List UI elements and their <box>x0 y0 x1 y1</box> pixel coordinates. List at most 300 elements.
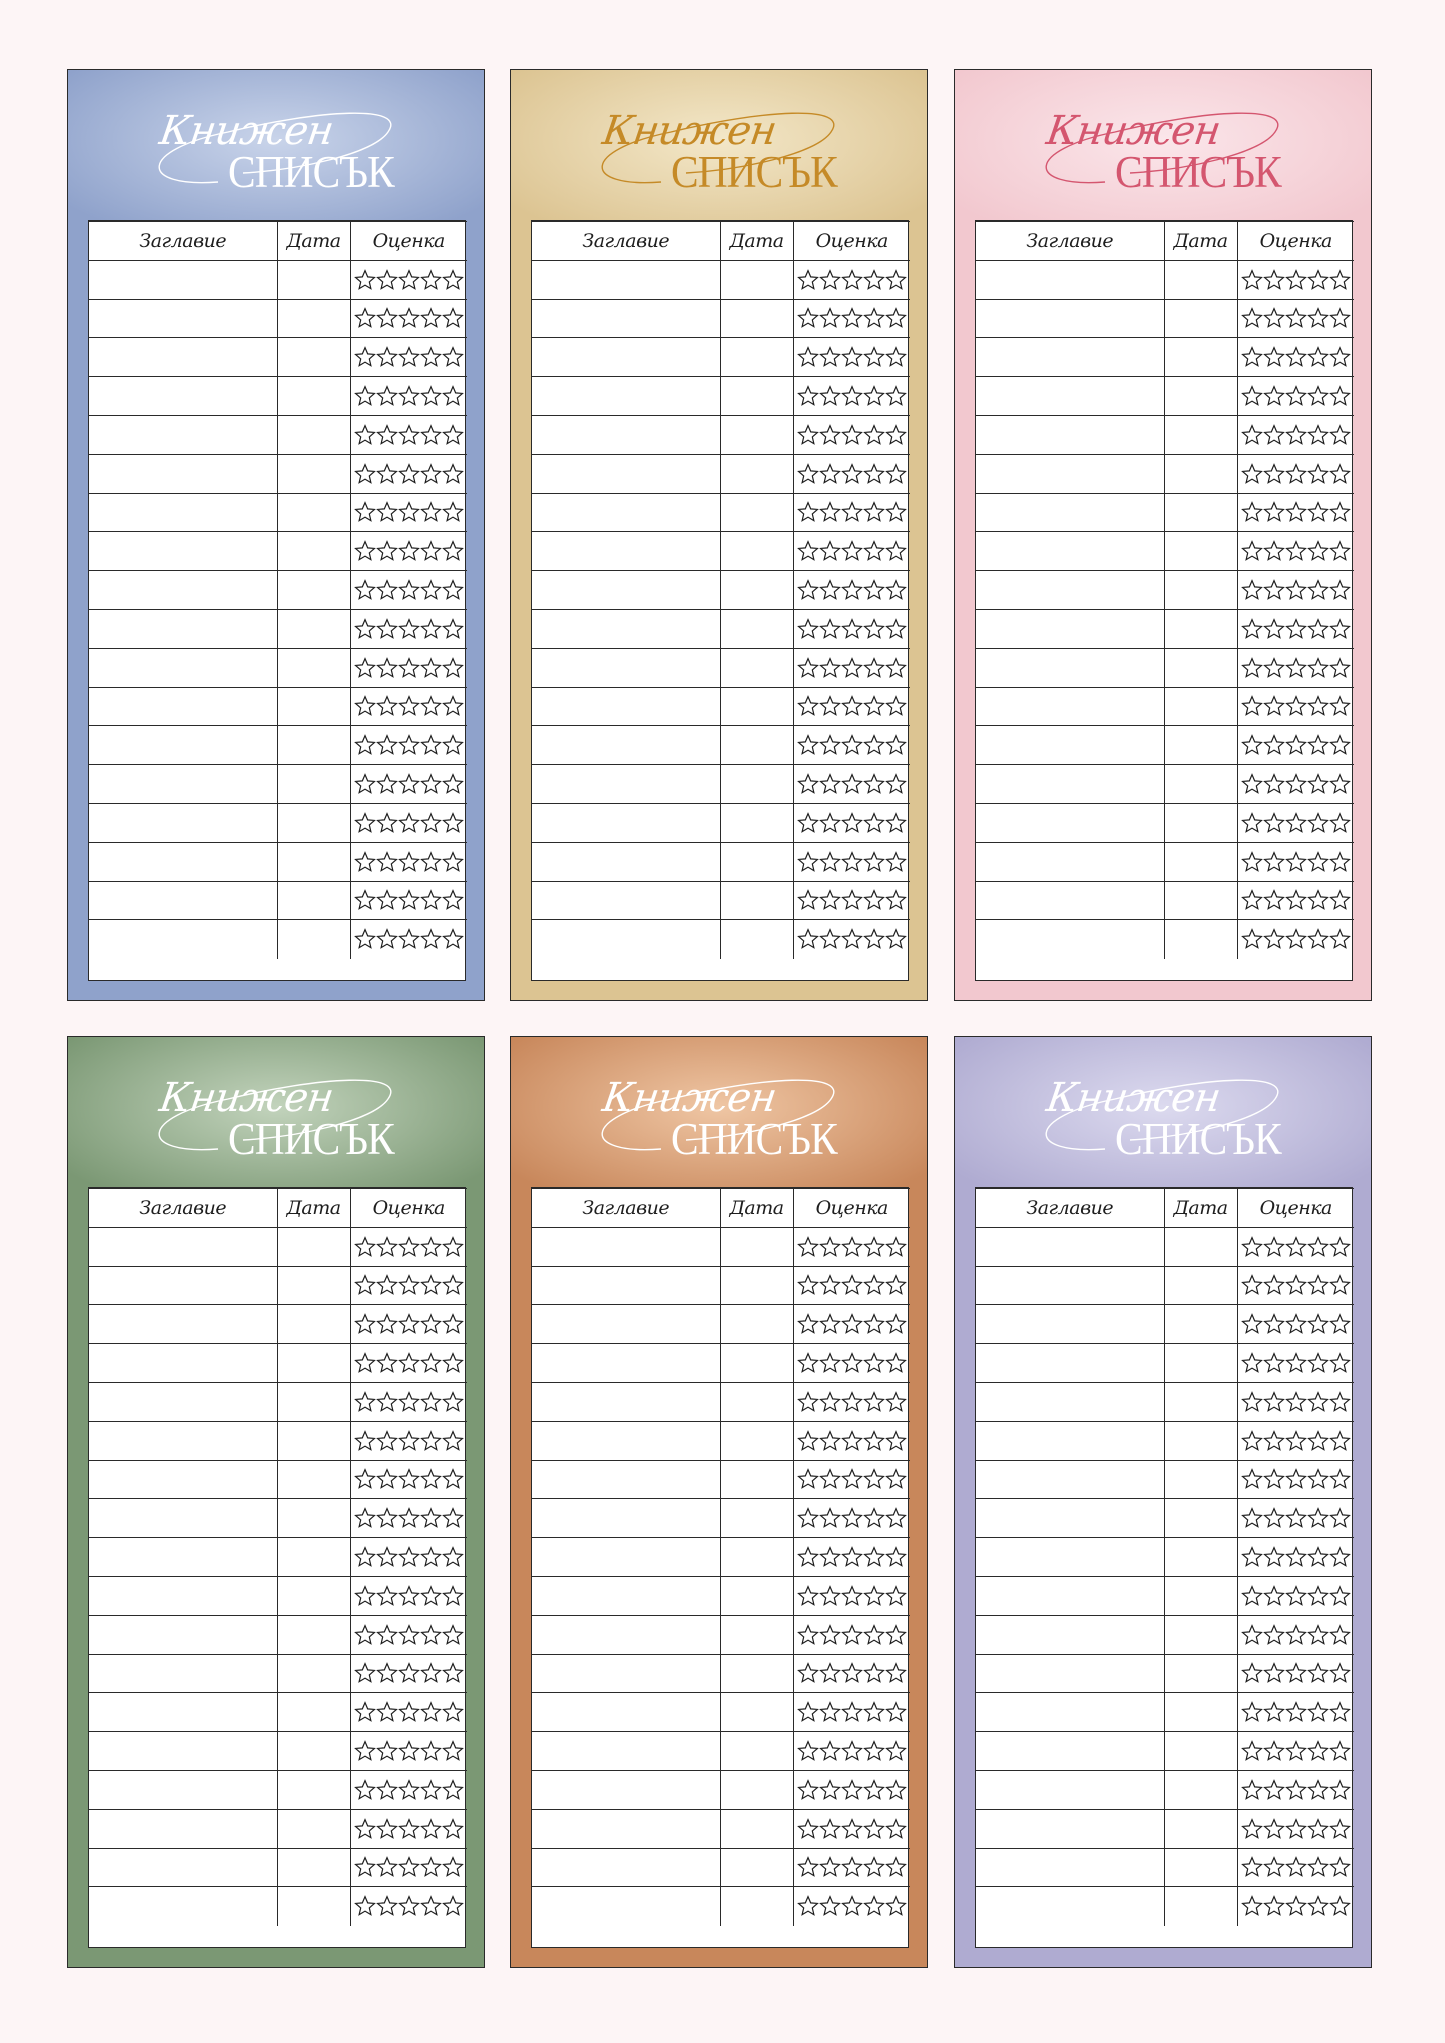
star-outline-icon[interactable] <box>398 657 420 679</box>
star-outline-icon[interactable] <box>1329 1895 1351 1917</box>
star-outline-icon[interactable] <box>797 1274 819 1296</box>
star-rating[interactable] <box>1238 571 1355 609</box>
star-outline-icon[interactable] <box>1285 1662 1307 1684</box>
star-rating[interactable] <box>351 610 468 648</box>
star-outline-icon[interactable] <box>841 889 863 911</box>
star-outline-icon[interactable] <box>1241 1430 1263 1452</box>
star-outline-icon[interactable] <box>442 1313 464 1335</box>
star-outline-icon[interactable] <box>885 889 907 911</box>
star-outline-icon[interactable] <box>1241 618 1263 640</box>
date-cell[interactable] <box>277 1770 350 1809</box>
star-outline-icon[interactable] <box>1263 1856 1285 1878</box>
star-outline-icon[interactable] <box>1285 618 1307 640</box>
star-outline-icon[interactable] <box>863 1585 885 1607</box>
title-cell[interactable] <box>976 1809 1164 1848</box>
star-outline-icon[interactable] <box>1307 1585 1329 1607</box>
star-outline-icon[interactable] <box>1241 1546 1263 1568</box>
star-outline-icon[interactable] <box>1285 889 1307 911</box>
star-outline-icon[interactable] <box>1263 1895 1285 1917</box>
title-cell[interactable] <box>976 920 1164 959</box>
star-outline-icon[interactable] <box>863 1779 885 1801</box>
star-outline-icon[interactable] <box>398 1391 420 1413</box>
star-outline-icon[interactable] <box>1241 1507 1263 1529</box>
star-outline-icon[interactable] <box>797 579 819 601</box>
date-cell[interactable] <box>277 260 350 299</box>
star-outline-icon[interactable] <box>398 773 420 795</box>
star-outline-icon[interactable] <box>1307 1779 1329 1801</box>
star-outline-icon[interactable] <box>1241 501 1263 523</box>
date-cell[interactable] <box>1164 1499 1237 1538</box>
star-outline-icon[interactable] <box>1329 1818 1351 1840</box>
star-outline-icon[interactable] <box>376 1662 398 1684</box>
date-cell[interactable] <box>1164 726 1237 765</box>
star-outline-icon[interactable] <box>885 579 907 601</box>
star-outline-icon[interactable] <box>420 657 442 679</box>
star-outline-icon[interactable] <box>420 889 442 911</box>
title-cell[interactable] <box>532 842 720 881</box>
star-outline-icon[interactable] <box>376 1701 398 1723</box>
star-outline-icon[interactable] <box>398 695 420 717</box>
star-rating[interactable] <box>794 1344 911 1382</box>
star-outline-icon[interactable] <box>1285 851 1307 873</box>
star-outline-icon[interactable] <box>1241 734 1263 756</box>
date-cell[interactable] <box>1164 1344 1237 1383</box>
star-outline-icon[interactable] <box>1307 1274 1329 1296</box>
star-outline-icon[interactable] <box>819 1740 841 1762</box>
star-outline-icon[interactable] <box>1285 1701 1307 1723</box>
star-outline-icon[interactable] <box>1329 579 1351 601</box>
star-outline-icon[interactable] <box>1263 501 1285 523</box>
date-cell[interactable] <box>720 1499 793 1538</box>
star-outline-icon[interactable] <box>885 773 907 795</box>
star-outline-icon[interactable] <box>841 1391 863 1413</box>
star-outline-icon[interactable] <box>1285 424 1307 446</box>
star-outline-icon[interactable] <box>376 1624 398 1646</box>
title-cell[interactable] <box>976 1848 1164 1887</box>
star-outline-icon[interactable] <box>841 812 863 834</box>
star-outline-icon[interactable] <box>1285 928 1307 950</box>
star-outline-icon[interactable] <box>863 695 885 717</box>
star-outline-icon[interactable] <box>885 385 907 407</box>
star-outline-icon[interactable] <box>442 734 464 756</box>
date-cell[interactable] <box>277 1654 350 1693</box>
star-outline-icon[interactable] <box>420 1740 442 1762</box>
star-outline-icon[interactable] <box>1307 812 1329 834</box>
star-outline-icon[interactable] <box>1285 1818 1307 1840</box>
star-outline-icon[interactable] <box>1263 1313 1285 1335</box>
star-outline-icon[interactable] <box>420 1507 442 1529</box>
star-outline-icon[interactable] <box>398 928 420 950</box>
star-outline-icon[interactable] <box>376 618 398 640</box>
date-cell[interactable] <box>1164 532 1237 571</box>
star-outline-icon[interactable] <box>1307 1507 1329 1529</box>
star-outline-icon[interactable] <box>376 1546 398 1568</box>
star-outline-icon[interactable] <box>354 579 376 601</box>
star-rating[interactable] <box>794 1422 911 1460</box>
star-outline-icon[interactable] <box>442 346 464 368</box>
star-outline-icon[interactable] <box>1329 1391 1351 1413</box>
date-cell[interactable] <box>277 493 350 532</box>
date-cell[interactable] <box>277 1693 350 1732</box>
star-outline-icon[interactable] <box>863 1740 885 1762</box>
star-rating[interactable] <box>351 532 468 570</box>
star-outline-icon[interactable] <box>819 1701 841 1723</box>
star-outline-icon[interactable] <box>819 1352 841 1374</box>
star-outline-icon[interactable] <box>819 1895 841 1917</box>
star-outline-icon[interactable] <box>819 1507 841 1529</box>
date-cell[interactable] <box>277 1382 350 1421</box>
date-cell[interactable] <box>720 609 793 648</box>
star-outline-icon[interactable] <box>1307 1468 1329 1490</box>
title-cell[interactable] <box>976 609 1164 648</box>
star-outline-icon[interactable] <box>1285 269 1307 291</box>
star-outline-icon[interactable] <box>797 540 819 562</box>
star-rating[interactable] <box>351 1305 468 1343</box>
star-outline-icon[interactable] <box>442 1856 464 1878</box>
star-rating[interactable] <box>794 377 911 415</box>
date-cell[interactable] <box>1164 1382 1237 1421</box>
star-outline-icon[interactable] <box>1285 501 1307 523</box>
star-outline-icon[interactable] <box>398 1818 420 1840</box>
star-outline-icon[interactable] <box>376 1895 398 1917</box>
star-outline-icon[interactable] <box>1285 1895 1307 1917</box>
star-outline-icon[interactable] <box>1263 1274 1285 1296</box>
title-cell[interactable] <box>89 1848 277 1887</box>
title-cell[interactable] <box>532 338 720 377</box>
star-outline-icon[interactable] <box>442 307 464 329</box>
star-outline-icon[interactable] <box>1241 1740 1263 1762</box>
star-outline-icon[interactable] <box>420 1352 442 1374</box>
star-outline-icon[interactable] <box>420 1313 442 1335</box>
title-cell[interactable] <box>976 1344 1164 1383</box>
star-outline-icon[interactable] <box>1307 540 1329 562</box>
star-outline-icon[interactable] <box>863 424 885 446</box>
star-rating[interactable] <box>1238 649 1355 687</box>
star-outline-icon[interactable] <box>442 1468 464 1490</box>
star-outline-icon[interactable] <box>376 1236 398 1258</box>
star-outline-icon[interactable] <box>863 1274 885 1296</box>
star-outline-icon[interactable] <box>376 695 398 717</box>
star-outline-icon[interactable] <box>885 540 907 562</box>
date-cell[interactable] <box>720 260 793 299</box>
star-outline-icon[interactable] <box>841 1313 863 1335</box>
date-cell[interactable] <box>1164 415 1237 454</box>
star-outline-icon[interactable] <box>1241 424 1263 446</box>
date-cell[interactable] <box>277 1615 350 1654</box>
title-cell[interactable] <box>532 1809 720 1848</box>
star-outline-icon[interactable] <box>885 1391 907 1413</box>
star-rating[interactable] <box>351 804 468 842</box>
star-outline-icon[interactable] <box>863 1546 885 1568</box>
star-rating[interactable] <box>794 1383 911 1421</box>
star-outline-icon[interactable] <box>398 1274 420 1296</box>
star-rating[interactable] <box>794 649 911 687</box>
star-outline-icon[interactable] <box>420 1818 442 1840</box>
title-cell[interactable] <box>89 1809 277 1848</box>
star-outline-icon[interactable] <box>398 501 420 523</box>
star-outline-icon[interactable] <box>841 1274 863 1296</box>
title-cell[interactable] <box>532 1421 720 1460</box>
star-outline-icon[interactable] <box>376 1818 398 1840</box>
title-cell[interactable] <box>976 648 1164 687</box>
star-outline-icon[interactable] <box>1263 1585 1285 1607</box>
star-outline-icon[interactable] <box>1263 1236 1285 1258</box>
star-rating[interactable] <box>351 1771 468 1809</box>
star-outline-icon[interactable] <box>1329 1236 1351 1258</box>
star-outline-icon[interactable] <box>1263 734 1285 756</box>
star-rating[interactable] <box>351 1732 468 1770</box>
star-outline-icon[interactable] <box>354 346 376 368</box>
star-outline-icon[interactable] <box>797 1352 819 1374</box>
star-outline-icon[interactable] <box>420 928 442 950</box>
star-outline-icon[interactable] <box>819 1662 841 1684</box>
star-outline-icon[interactable] <box>1329 695 1351 717</box>
title-cell[interactable] <box>976 377 1164 416</box>
date-cell[interactable] <box>720 493 793 532</box>
star-outline-icon[interactable] <box>1307 928 1329 950</box>
star-outline-icon[interactable] <box>819 1856 841 1878</box>
star-outline-icon[interactable] <box>376 1313 398 1335</box>
star-rating[interactable] <box>1238 1538 1355 1576</box>
date-cell[interactable] <box>1164 1266 1237 1305</box>
star-outline-icon[interactable] <box>442 812 464 834</box>
star-outline-icon[interactable] <box>442 1236 464 1258</box>
star-outline-icon[interactable] <box>398 579 420 601</box>
star-outline-icon[interactable] <box>885 1624 907 1646</box>
star-outline-icon[interactable] <box>1263 1701 1285 1723</box>
star-outline-icon[interactable] <box>398 1468 420 1490</box>
star-outline-icon[interactable] <box>841 1779 863 1801</box>
star-outline-icon[interactable] <box>1241 1856 1263 1878</box>
title-cell[interactable] <box>976 454 1164 493</box>
star-outline-icon[interactable] <box>885 734 907 756</box>
star-outline-icon[interactable] <box>398 1507 420 1529</box>
star-outline-icon[interactable] <box>1307 501 1329 523</box>
title-cell[interactable] <box>532 881 720 920</box>
star-outline-icon[interactable] <box>442 889 464 911</box>
star-outline-icon[interactable] <box>1241 1274 1263 1296</box>
title-cell[interactable] <box>976 803 1164 842</box>
star-rating[interactable] <box>794 688 911 726</box>
star-outline-icon[interactable] <box>863 579 885 601</box>
star-outline-icon[interactable] <box>1241 1585 1263 1607</box>
star-outline-icon[interactable] <box>1329 385 1351 407</box>
star-rating[interactable] <box>1238 261 1355 299</box>
date-cell[interactable] <box>720 1382 793 1421</box>
star-outline-icon[interactable] <box>376 1468 398 1490</box>
star-rating[interactable] <box>351 300 468 338</box>
date-cell[interactable] <box>277 842 350 881</box>
star-outline-icon[interactable] <box>863 1430 885 1452</box>
star-outline-icon[interactable] <box>442 1662 464 1684</box>
star-outline-icon[interactable] <box>1241 540 1263 562</box>
star-rating[interactable] <box>794 1228 911 1266</box>
star-outline-icon[interactable] <box>1329 851 1351 873</box>
star-outline-icon[interactable] <box>1285 1468 1307 1490</box>
star-outline-icon[interactable] <box>1307 1546 1329 1568</box>
date-cell[interactable] <box>277 648 350 687</box>
title-cell[interactable] <box>89 377 277 416</box>
star-outline-icon[interactable] <box>376 773 398 795</box>
star-outline-icon[interactable] <box>1307 424 1329 446</box>
star-outline-icon[interactable] <box>1329 928 1351 950</box>
star-outline-icon[interactable] <box>797 385 819 407</box>
star-rating[interactable] <box>1238 532 1355 570</box>
star-outline-icon[interactable] <box>885 269 907 291</box>
title-cell[interactable] <box>89 1460 277 1499</box>
title-cell[interactable] <box>89 803 277 842</box>
star-outline-icon[interactable] <box>398 307 420 329</box>
star-rating[interactable] <box>794 1616 911 1654</box>
star-outline-icon[interactable] <box>841 928 863 950</box>
title-cell[interactable] <box>976 1227 1164 1266</box>
star-outline-icon[interactable] <box>819 695 841 717</box>
star-outline-icon[interactable] <box>1241 1236 1263 1258</box>
title-cell[interactable] <box>532 803 720 842</box>
star-outline-icon[interactable] <box>1263 1740 1285 1762</box>
title-cell[interactable] <box>976 1460 1164 1499</box>
star-outline-icon[interactable] <box>1263 1430 1285 1452</box>
star-rating[interactable] <box>351 1655 468 1693</box>
star-rating[interactable] <box>351 1577 468 1615</box>
star-outline-icon[interactable] <box>1285 657 1307 679</box>
star-outline-icon[interactable] <box>885 928 907 950</box>
star-outline-icon[interactable] <box>1263 812 1285 834</box>
star-outline-icon[interactable] <box>819 1779 841 1801</box>
star-outline-icon[interactable] <box>1329 618 1351 640</box>
title-cell[interactable] <box>532 1770 720 1809</box>
star-rating[interactable] <box>794 1655 911 1693</box>
title-cell[interactable] <box>976 1421 1164 1460</box>
star-outline-icon[interactable] <box>841 1895 863 1917</box>
title-cell[interactable] <box>532 1266 720 1305</box>
star-outline-icon[interactable] <box>1241 928 1263 950</box>
date-cell[interactable] <box>1164 609 1237 648</box>
star-outline-icon[interactable] <box>420 618 442 640</box>
date-cell[interactable] <box>277 1499 350 1538</box>
star-outline-icon[interactable] <box>797 1624 819 1646</box>
title-cell[interactable] <box>976 493 1164 532</box>
date-cell[interactable] <box>1164 1887 1237 1926</box>
star-rating[interactable] <box>1238 300 1355 338</box>
star-rating[interactable] <box>351 571 468 609</box>
star-outline-icon[interactable] <box>1263 657 1285 679</box>
star-rating[interactable] <box>1238 804 1355 842</box>
star-outline-icon[interactable] <box>354 385 376 407</box>
title-cell[interactable] <box>532 765 720 804</box>
star-outline-icon[interactable] <box>1263 928 1285 950</box>
title-cell[interactable] <box>532 1732 720 1771</box>
star-outline-icon[interactable] <box>1329 424 1351 446</box>
star-outline-icon[interactable] <box>354 773 376 795</box>
star-outline-icon[interactable] <box>1285 1546 1307 1568</box>
star-outline-icon[interactable] <box>819 385 841 407</box>
star-rating[interactable] <box>1238 1267 1355 1305</box>
star-outline-icon[interactable] <box>398 812 420 834</box>
star-outline-icon[interactable] <box>398 1313 420 1335</box>
star-outline-icon[interactable] <box>885 1236 907 1258</box>
star-outline-icon[interactable] <box>885 424 907 446</box>
date-cell[interactable] <box>1164 377 1237 416</box>
star-outline-icon[interactable] <box>819 463 841 485</box>
star-outline-icon[interactable] <box>420 1856 442 1878</box>
title-cell[interactable] <box>532 1305 720 1344</box>
title-cell[interactable] <box>89 648 277 687</box>
star-outline-icon[interactable] <box>1307 463 1329 485</box>
star-rating[interactable] <box>794 1305 911 1343</box>
star-outline-icon[interactable] <box>354 1546 376 1568</box>
title-cell[interactable] <box>532 726 720 765</box>
star-outline-icon[interactable] <box>819 1468 841 1490</box>
star-outline-icon[interactable] <box>1285 540 1307 562</box>
star-outline-icon[interactable] <box>354 1313 376 1335</box>
star-rating[interactable] <box>1238 1693 1355 1731</box>
date-cell[interactable] <box>720 532 793 571</box>
star-outline-icon[interactable] <box>1241 889 1263 911</box>
star-outline-icon[interactable] <box>398 851 420 873</box>
star-outline-icon[interactable] <box>442 424 464 446</box>
title-cell[interactable] <box>532 1615 720 1654</box>
star-outline-icon[interactable] <box>420 734 442 756</box>
star-outline-icon[interactable] <box>1329 1624 1351 1646</box>
star-rating[interactable] <box>794 843 911 881</box>
star-outline-icon[interactable] <box>398 1585 420 1607</box>
star-outline-icon[interactable] <box>420 1585 442 1607</box>
star-outline-icon[interactable] <box>1263 307 1285 329</box>
star-outline-icon[interactable] <box>354 269 376 291</box>
star-outline-icon[interactable] <box>1285 1236 1307 1258</box>
title-cell[interactable] <box>532 1499 720 1538</box>
star-outline-icon[interactable] <box>354 1740 376 1762</box>
star-outline-icon[interactable] <box>819 269 841 291</box>
star-outline-icon[interactable] <box>841 269 863 291</box>
title-cell[interactable] <box>976 1538 1164 1577</box>
star-rating[interactable] <box>794 726 911 764</box>
date-cell[interactable] <box>1164 1227 1237 1266</box>
star-outline-icon[interactable] <box>841 1701 863 1723</box>
star-outline-icon[interactable] <box>1285 579 1307 601</box>
star-outline-icon[interactable] <box>863 385 885 407</box>
title-cell[interactable] <box>976 1615 1164 1654</box>
star-outline-icon[interactable] <box>863 307 885 329</box>
star-outline-icon[interactable] <box>1285 1624 1307 1646</box>
star-outline-icon[interactable] <box>376 734 398 756</box>
star-outline-icon[interactable] <box>1263 346 1285 368</box>
date-cell[interactable] <box>277 1887 350 1926</box>
star-outline-icon[interactable] <box>420 385 442 407</box>
star-outline-icon[interactable] <box>1241 1818 1263 1840</box>
date-cell[interactable] <box>720 726 793 765</box>
title-cell[interactable] <box>89 765 277 804</box>
star-outline-icon[interactable] <box>841 734 863 756</box>
title-cell[interactable] <box>532 920 720 959</box>
star-outline-icon[interactable] <box>841 501 863 523</box>
date-cell[interactable] <box>1164 493 1237 532</box>
star-outline-icon[interactable] <box>819 579 841 601</box>
star-outline-icon[interactable] <box>442 1546 464 1568</box>
star-outline-icon[interactable] <box>376 928 398 950</box>
title-cell[interactable] <box>532 532 720 571</box>
star-outline-icon[interactable] <box>1263 1352 1285 1374</box>
star-outline-icon[interactable] <box>376 1740 398 1762</box>
star-rating[interactable] <box>794 804 911 842</box>
star-outline-icon[interactable] <box>1329 1430 1351 1452</box>
star-outline-icon[interactable] <box>885 1585 907 1607</box>
title-cell[interactable] <box>976 1770 1164 1809</box>
date-cell[interactable] <box>277 338 350 377</box>
star-outline-icon[interactable] <box>841 1662 863 1684</box>
star-outline-icon[interactable] <box>420 307 442 329</box>
